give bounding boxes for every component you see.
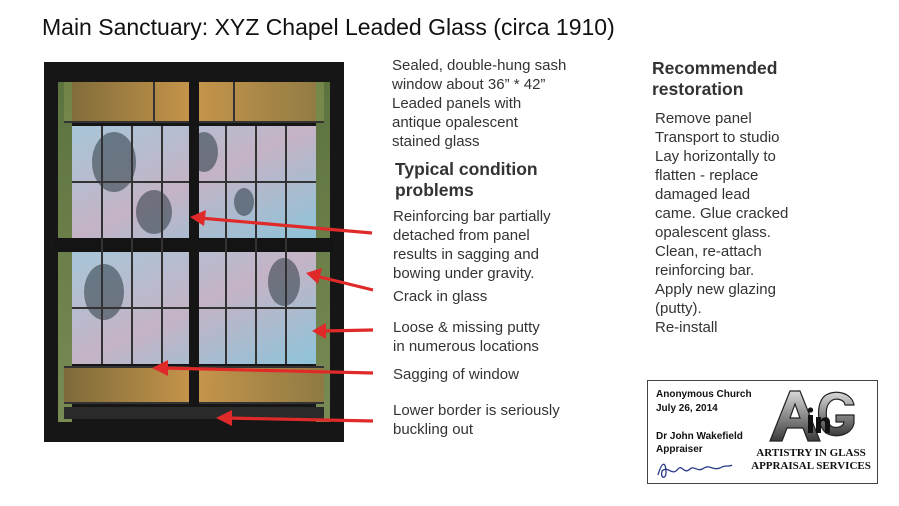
problem-reinforcing-bar — [393, 207, 633, 283]
step-line: Transport to studio — [655, 129, 780, 146]
appraisal-date: July 26, 2014 — [656, 403, 718, 414]
step-line: damaged lead — [655, 186, 751, 203]
step-line: Lay horizontally to — [655, 148, 776, 165]
step-line: came. Glue cracked — [655, 205, 789, 222]
description-line: Sealed, double-hung sash — [392, 57, 567, 74]
problem-line: bowing under gravity. — [393, 265, 535, 282]
brand-name — [744, 447, 878, 473]
heading-line: restoration — [652, 79, 744, 99]
step-line: Remove panel — [655, 110, 752, 127]
problem-line: Crack in glass — [393, 288, 488, 305]
problem-line: Reinforcing bar partially — [393, 208, 551, 225]
problem-line: Loose & missing putty — [393, 319, 540, 336]
step-line: Clean, re-attach — [655, 243, 762, 260]
step-line: flatten - replace — [655, 167, 759, 184]
signature-icon — [654, 455, 736, 481]
appraiser-role: Appraiser — [656, 444, 703, 455]
brand-line: APPRAISAL SERVICES — [751, 460, 871, 472]
recommended-restoration-heading — [652, 58, 852, 100]
description-line: stained glass — [392, 133, 480, 150]
window-description — [392, 56, 632, 151]
page-title: Main Sanctuary: XYZ Chapel Leaded Glass (circa 1910) — [42, 14, 615, 40]
problem-crack — [393, 287, 633, 306]
problem-line: Sagging of window — [393, 366, 519, 383]
step-line: Apply new glazing — [655, 281, 776, 298]
description-line: Leaded panels with — [392, 95, 522, 112]
heading-line: Recommended — [652, 58, 778, 78]
stained-glass-window-photo — [44, 62, 344, 442]
church-name: Anonymous Church — [656, 389, 752, 400]
heading-line: problems — [395, 180, 474, 200]
heading-line: Typical condition — [395, 159, 538, 179]
problem-line: Lower border is seriously — [393, 402, 560, 419]
aig-logo-icon — [766, 385, 860, 447]
problem-putty — [393, 318, 633, 356]
problem-line: results in sagging and — [393, 246, 539, 263]
typical-problems-heading — [395, 159, 625, 201]
brand-line: ARTISTRY IN GLASS — [756, 447, 866, 459]
step-line: opalescent glass. — [655, 224, 771, 241]
problem-sagging — [393, 365, 633, 384]
problem-line: buckling out — [393, 421, 474, 438]
appraiser-name: Dr John Wakefield — [656, 431, 743, 442]
restoration-steps — [655, 109, 855, 337]
problem-lower-border — [393, 401, 633, 439]
problem-line: detached from panel — [393, 227, 530, 244]
step-line: Re-install — [655, 319, 718, 336]
step-line: reinforcing bar. — [655, 262, 755, 279]
appraisal-card — [647, 380, 878, 484]
step-line: (putty). — [655, 300, 702, 317]
problem-line: in numerous locations — [393, 338, 539, 355]
description-line: antique opalescent — [392, 114, 518, 131]
description-line: window about 36” * 42” — [392, 76, 546, 93]
